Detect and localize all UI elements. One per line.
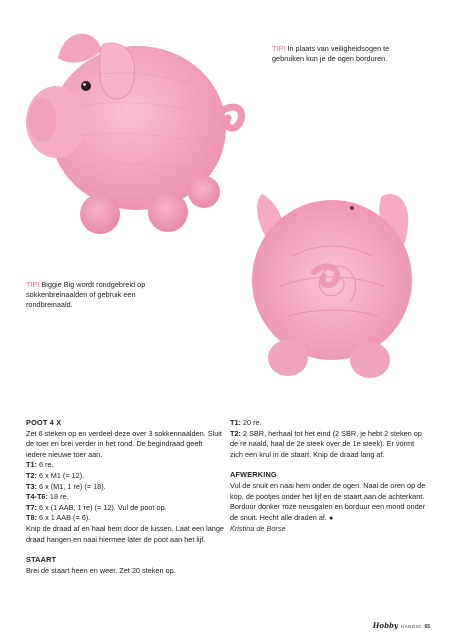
row-key: T1: — [230, 418, 241, 427]
row-text: 6 x M1 (= 12). — [36, 470, 85, 480]
row-key: T1: — [26, 460, 37, 470]
pattern-row — [26, 460, 224, 471]
tip-eyes — [272, 44, 422, 64]
poot-intro: Zet 6 steken op en verdeel deze over 3 sokkennaalden. Sluit de toer en brei verder in het rond. De begindraad geeft iedere nieuwe toer aan. — [26, 428, 222, 459]
row-text: 6 x 1 AAB (= 6). — [36, 513, 91, 523]
page-number: 65 — [424, 624, 430, 630]
pattern-row — [230, 418, 428, 429]
row-key: T2: — [26, 470, 37, 480]
row-text: 18 re. — [47, 492, 69, 502]
pattern-row — [26, 482, 224, 493]
tip-label: TIP! — [26, 280, 40, 289]
pattern-row — [26, 471, 224, 482]
row-key: T8: — [26, 513, 37, 523]
pig-back-photo — [232, 176, 432, 390]
tip-label: TIP! — [272, 44, 286, 53]
afwerking-text: Vul de snuit en naai hem onder de ogen. Naai de oren op de kop, de pootjes onder het lijf en de staart aan de achterkant. Borduur donker roze neusgaten en borduur een mond onder de snuit. Hecht alle draden af. ● — [230, 480, 426, 522]
page-footer — [373, 621, 430, 630]
author: Kristina de Borse — [230, 524, 286, 534]
pattern-row — [230, 429, 428, 461]
tip-text: In plaats van veiligheidsogen te gebruiken kun je de ogen borduren. — [272, 44, 390, 63]
poot-outro: Knip de draad af en haal hem door de lussen. Laat een lange draad hangen en naai hiermee later de poot aan het lijf. — [26, 523, 224, 544]
magazine-logo: Hobby — [372, 621, 398, 630]
row-key: T3: — [26, 481, 37, 491]
row-key: T4-T6: — [26, 492, 48, 502]
section-heading-staart: STAART — [26, 555, 57, 565]
row-text: 20 re. — [240, 418, 262, 427]
section-heading-poot: POOT 4 X — [26, 418, 62, 427]
pattern-row — [26, 492, 224, 503]
row-text: 2 SBR, herhaal tot het eind (2 SBR, je hebt 2 steken op de re naald, haal de 2e steek over de 1e steek). Er vormt zich een krul in de staart. Knip de draad lang af. — [230, 428, 422, 459]
pattern-row — [26, 513, 224, 524]
row-key: T7: — [26, 502, 37, 512]
tip-round — [26, 280, 176, 310]
row-text: 6 re. — [36, 460, 54, 470]
section-heading-afwerking: AFWERKING — [230, 470, 277, 480]
pattern-row — [26, 503, 224, 514]
staart-text: Brei de staart heen en weer. Zet 20 steken op. — [26, 565, 176, 575]
instructions-left-column — [26, 418, 224, 576]
instructions-right-column — [230, 418, 428, 535]
magazine-sub: HANDIG — [400, 624, 422, 629]
row-text: 6 x (1 AAB, 1 re) (= 12). Vul de poot op. — [36, 502, 167, 512]
end-bullet-icon: ● — [328, 514, 334, 522]
pig-front-photo — [18, 16, 258, 252]
row-key: T2: — [230, 428, 241, 438]
row-text: 6 x (M1, 1 re) (= 18). — [36, 481, 106, 491]
tip-text: Biggie Big wordt rondgebreid op sokkenbreinaalden of gebruik een rondbreinaald. — [26, 280, 146, 309]
